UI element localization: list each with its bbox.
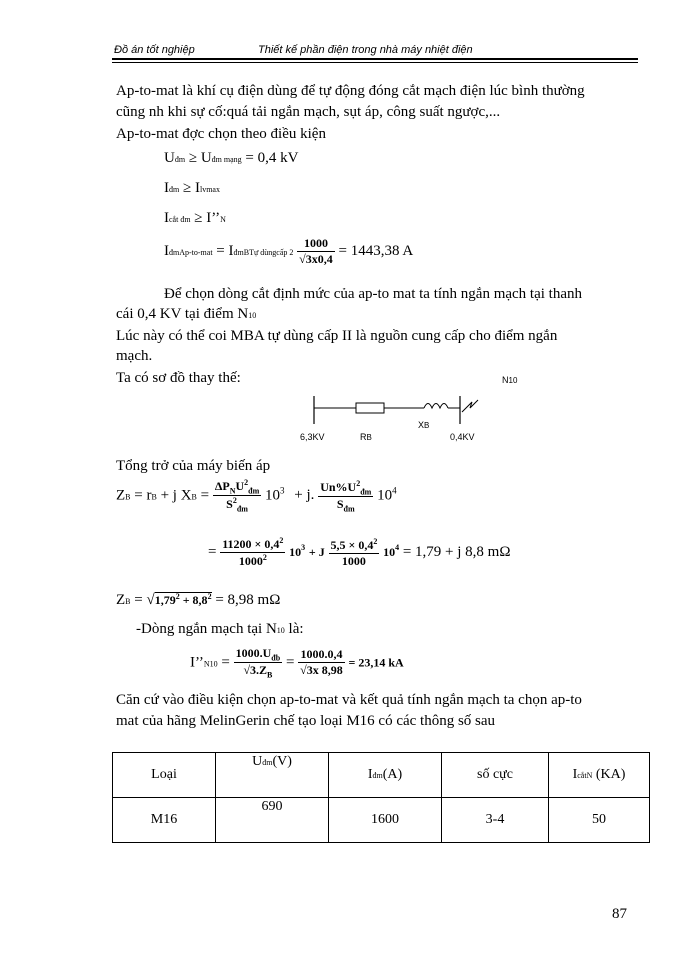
page-number: 87 [612, 906, 627, 922]
in-fraction-1: $\frac{1000.U_{đb}}{√3.Z_B}$ [235, 646, 281, 680]
cell-udm: 690 [216, 798, 329, 843]
resistor-rb [356, 403, 384, 413]
equation-zb-magnitude: ZB = $√1,79^2 + 8,8^2 = 8,98$ mΩ [116, 592, 281, 608]
fault-arrow [462, 400, 478, 412]
label-xb: XB [418, 420, 430, 430]
table-row [113, 798, 650, 843]
in-fraction-2: $\frac{1000.0,4}{√3x 8,98}$ [300, 647, 343, 678]
zb-fraction-2: $\frac{Un\%U^2_{đm}}{S_{đm}}$ [320, 478, 372, 514]
zb2-fraction-1: $\frac{11200 \times 0,4^2}{1000^2}$ [222, 536, 284, 568]
para-6: Tổng trở của máy biến áp [116, 458, 271, 474]
header-rule-thin [112, 62, 638, 63]
header-cell-poles: số cực [442, 753, 549, 798]
equation-short-circuit: I’’N10 = $\frac{1000.U_{đb}}{√3.Z_B}$ = $\frac{1000.0,4}{√3x 8,98}$ = 23,14 kA [190, 646, 404, 680]
para-1-line-2: cũng nh khi sự cố:quá tải ngắn mạch, sụt áp, công suất ngược,... [116, 104, 501, 120]
equivalent-circuit-diagram [296, 372, 526, 450]
equation-zb-numeric: = $\frac{11200 \times 0,4^2}{1000^2}$ $10^3 + J$ $\frac{5,5 \times 0,4^2}{1000}$ $10^4 = 1,79 + j$ 8,8 mΩ [208, 536, 511, 568]
para-4-line-1: Lúc này có thể coi MBA tự dùng cấp II là nguồn cung cấp cho điểm ngắn [116, 328, 558, 344]
label-0-4kv: 0,4KV [450, 432, 475, 442]
condition-udm: Uđm ≥ Uđm mạng = 0,4 kV [164, 150, 299, 166]
condition-icat: Icắt đm ≥ I’’N [164, 210, 226, 226]
header-right: Thiết kế phần điện trong nhà máy nhiệt điện [258, 44, 473, 56]
para-5: Ta có sơ đồ thay thế: [116, 370, 241, 386]
para-1-line-1: Ap-to-mat là khí cụ điện dùng để tự động đóng cắt mạch điện lúc bình thường [116, 83, 585, 99]
table-header-row [113, 753, 650, 798]
zb-fraction-1: $\frac{\Delta P_NU^2_{đm}}{S^2_{đm}}$ [214, 478, 260, 514]
cell-poles: 3-4 [442, 798, 549, 843]
header-cell-type: Loại [113, 753, 216, 798]
label-n10: N10 [502, 375, 518, 385]
idm-fraction: $\frac{1000}{√3x0,4}$ [299, 236, 333, 266]
header-cell-idm: Iđm(A) [329, 753, 442, 798]
para-3-line-1: Để chọn dòng cắt định mức của ap-to mat ta tính ngắn mạch tại thanh [164, 286, 583, 302]
cell-icat: 50 [549, 798, 650, 843]
label-rb: RB [360, 432, 372, 442]
para-2: Ap-to-mat đợc chọn theo điều kiện [116, 126, 326, 142]
header-cell-udm: Uđm(V) [216, 753, 329, 798]
zb2-fraction-2: $\frac{5,5 \times 0,4^2}{1000}$ [330, 536, 378, 568]
para-4-line-2: mạch. [116, 348, 153, 364]
equation-idm: IđmAp-to-mat = IđmBTự dùngcấp 2 $\frac{1000}{√3x0,4}$ = 1443,38 A [164, 236, 414, 266]
para-8-line-2: mat của hãng MelinGerin chế tạo loại M16 có các thông số sau [116, 713, 496, 729]
header-cell-icat: IcắtN (KA) [549, 753, 650, 798]
para-8-line-1: Căn cứ vào điều kiện chọn ap-to-mat và kết quả tính ngắn mạch ta chọn ap-to [116, 692, 582, 708]
header-rule-thick [112, 58, 638, 60]
header-left: Đồ án tốt nghiệp [114, 44, 195, 56]
cell-idm: 1600 [329, 798, 442, 843]
equation-zb-general: ZB = rB + j XB = $\frac{\Delta P_NU^2_{đm}}{S^2_{đm}}$ $10^3 + j$. $\frac{Un\%U^2_{đm}}{S_{đm}}$ $10^4$ [116, 478, 397, 514]
inductor-xb [424, 404, 448, 409]
para-3-line-2: cái 0,4 KV tại điểm N10 [116, 306, 257, 322]
label-6-3kv: 6,3KV [300, 432, 325, 442]
spec-table [112, 752, 650, 843]
cell-type: M16 [113, 798, 216, 843]
para-7: -Dòng ngắn mạch tại N10 là: [136, 621, 304, 637]
condition-idm: Iđm ≥ Ilvmax [164, 180, 220, 196]
